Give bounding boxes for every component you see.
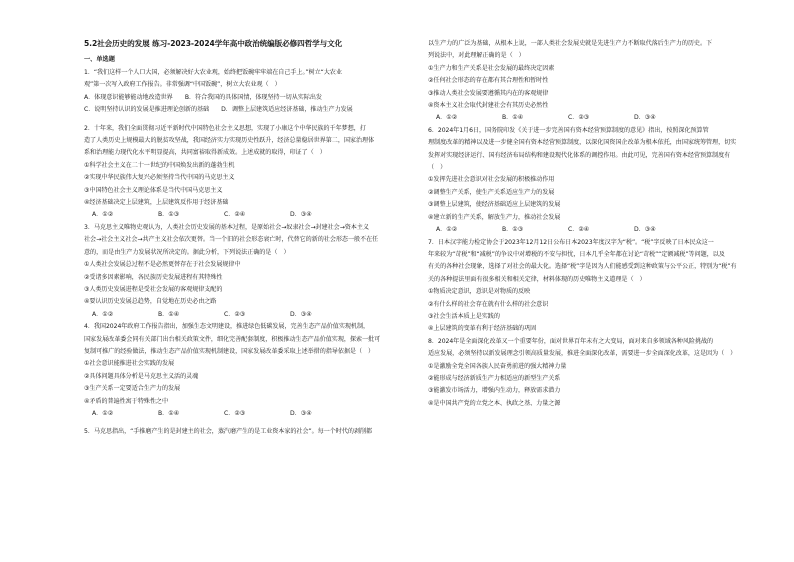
- statement-item: ②任何社会形态的存在都有其合理性和暂时性: [428, 77, 549, 85]
- question-text: 8．2024年是全面深化改革又一个重要年份，面对世界百年未有之大变局，面对来自多领域各种风险挑战的: [428, 337, 714, 345]
- question-text: 社会→社会主义社会→共产主义社会依次更替。当一个旧的社会形态衰亡时，代替它的新的社会形态一般不在任: [84, 236, 379, 244]
- question-text: 6．2024年1月6日，国务院印发《关于进一步完善国有资本经营预算制度的意见》指出，按照深化预算管: [428, 126, 709, 134]
- statement-item: ③人类历史发展进程是受社会发展的客观规律支配的: [84, 285, 223, 293]
- question-text: 2．十年来，我们全面贯彻习近平新时代中国特色社会主义思想，实现了小康这个中华民族的千年梦想，打: [84, 124, 366, 132]
- option-c: C．②③: [224, 310, 246, 318]
- statement-item: ④是中国共产党的立党之本、执政之基、力量之源: [428, 399, 561, 407]
- statement-item: ④建立新的生产关系，解放生产力，推动社会发展: [428, 213, 561, 221]
- option-a: A．①②: [436, 114, 458, 122]
- question-text: 理制度改革的精神以及进一步健全国有资本经营预算制度，以深化国资国企改革为根本依托，由国家统筹管理，切实: [428, 139, 737, 147]
- answer-options: [428, 224, 768, 236]
- statement-item: ④要认识历史发展总趋势，自觉地在历史必由之路: [84, 298, 217, 306]
- option-b: B．①③: [502, 226, 524, 234]
- answer-options: [84, 309, 424, 321]
- answer-option: A．体现意识能够能动地改造世界 B．符合我国的具体国情，体现坚持一切从实际出发: [84, 93, 322, 101]
- statement-item: ①社会意识能推进社会实践的发展: [84, 360, 175, 368]
- statement-item: ③中国特色社会主义理论体系是当代中国马克思主义: [84, 186, 223, 194]
- question-text: 发挥对实现经济运行、国有经济布局结构和建设现代化体系的调控作用。由此可见，完善国有资本经营预算制度有: [428, 151, 731, 159]
- question-text: 1．“我们这样一个人口大国，必须解决好大农业观，始终把饭碗牢牢端在自己手上。”树立“大农业: [84, 69, 342, 76]
- option-c: C．②③: [568, 114, 590, 122]
- question-text: 有关的各种社会现象，选择了对社会的最大化。选择“税”字是因为人们能感受到这种政策与公平公正，特别为“税”有: [428, 263, 737, 271]
- question-4: [84, 321, 424, 420]
- question-1: [84, 67, 424, 117]
- statement-item: ①科学社会主义在二十一世纪的中国焕发出新的蓬勃生机: [84, 161, 235, 169]
- question-text: 造了人类历史上规模最大的脱贫攻坚战，我国经济实力实现历史性跃升，经济总量稳居世界第二，国家治理体: [84, 137, 375, 145]
- statement-item: ①物质决定意识，意识是对物质的反映: [428, 288, 531, 296]
- question-6: [428, 125, 768, 237]
- question-text: 复制可推广的经验做法，推动生态产品价值实现机制建设，国家发展改革委采取上述举措的指导依据是（ ）: [84, 347, 375, 355]
- option-c: C．②④: [224, 211, 246, 219]
- question-2: [84, 123, 424, 222]
- question-text: 适应发展，必须坚持以新发展理念引领高质量发展，推进全面深化改革，需要进一步全面深化改革，这是因为（ ）: [428, 350, 737, 358]
- question-text: （ ）: [428, 164, 447, 172]
- statement-item: ③调整上层建筑，使经济基础适应上层建筑的发展: [428, 201, 561, 209]
- question-text: 关的各种提法里面有很多相关和相关定律，材料体现的历史唯物主义道理是（ ）: [428, 275, 646, 283]
- question-text: 年来较为“苛税”和“减税”的争议中对增税的不安与担忧，日本几乎全年都在讨论“苛税”“定额减税”等问题，以及: [428, 250, 725, 258]
- statement-item: ③能激发市场活力，增强内生动力，释放需求潜力: [428, 387, 561, 395]
- question-text: 以生产力的广泛为基础，从根本上说，一部人类社会发展史就是先进生产力不断取代落后生产力的历史。下: [428, 40, 713, 47]
- option-a: A．①②: [92, 409, 114, 417]
- question-5-continued: [428, 38, 768, 125]
- option-d: D．③④: [290, 211, 312, 219]
- statement-item: ①是激励全党全国各族人民奋勇前进的强大精神力量: [428, 362, 567, 370]
- question-3: [84, 222, 424, 321]
- section-heading: 一、单选题: [84, 56, 115, 63]
- statement-item: ②具体问题具体分析是马克思主义活的灵魂: [84, 372, 199, 380]
- statement-item: ④资本主义社会取代封建社会有其历史必然性: [428, 102, 549, 110]
- option-b: B．①④: [158, 310, 180, 318]
- question-text: 4．我国2024年政府工作报告指出，加强生态文明建设，推进绿色低碳发展，完善生态产品价值实现机制，: [84, 323, 370, 331]
- question-text: 7．日本汉字能力检定协会于2023年12月12日公布日本2023年度汉字为“税”。“税”字反映了日本民众这一: [428, 238, 714, 246]
- option-d: D．③④: [290, 310, 312, 318]
- statement-item: ④矛盾的普遍性寓于特殊性之中: [84, 397, 168, 405]
- answer-options: [84, 408, 424, 420]
- right-column: [428, 38, 768, 410]
- question-text: 3．马克思主义唯物史观认为，人类社会历史发展的基本过程，是原始社会→奴隶社会→封建社会→资本主义: [84, 223, 369, 231]
- statement-item: ①发挥先进社会意识对社会发展的积极推动作用: [428, 176, 555, 184]
- question-text: 国家发展改革委会同有关部门出台相关政策文件，细化完善配套制度，积极推动生态产品价值实现，探索一批可: [84, 335, 381, 343]
- answer-options: [84, 209, 424, 221]
- option-c: C．②④: [568, 226, 590, 234]
- statement-item: ②调整生产关系，使生产关系适应生产力的发展: [428, 188, 555, 196]
- answer-option: C．说明坚持认识的发展是推进理论创新的基础 D．调整上层建筑适应经济基础，推动生产力发展: [84, 106, 353, 114]
- option-c: C．②③: [224, 409, 246, 417]
- statement-item: ③生产关系一定要适合生产力的发展: [84, 385, 181, 393]
- option-b: B．①④: [158, 409, 180, 417]
- statement-item: ②有什么样的社会存在就有什么样的社会意识: [428, 300, 549, 308]
- option-d: D．③④: [634, 226, 656, 234]
- page-title: 5.2社会历史的发展 练习-2023-2024学年高中政治统编版必修四哲学与文化: [84, 39, 343, 48]
- statement-item: ④上层建筑的变革有利于经济基础的巩固: [428, 325, 537, 333]
- statement-item: ②受诸多因素影响，各民族历史发展进程有其特殊性: [84, 273, 223, 281]
- question-5: [84, 426, 424, 438]
- option-b: B．①③: [158, 211, 180, 219]
- statement-item: ③推动人类社会发展要遵循其内在的客观规律: [428, 89, 549, 97]
- question-text: 意的，而是由生产力发展状况所决定的。据此分析，下列说法正确的是（ ）: [84, 248, 290, 256]
- option-a: A．①②: [92, 211, 114, 219]
- question-text: 系和治理能力现代化水平明显提高，共同富裕取得新成效。上述成就的取得，印证了（ ）: [84, 149, 326, 157]
- question-text: 5．马克思指出，“手推磨产生的是封建主的社会，蒸汽磨产生的是工业资本家的社会”。每一个时代的剥削都: [84, 428, 373, 436]
- statement-item: ①生产力和生产关系是社会发展的最终决定因素: [428, 64, 555, 72]
- question-text: 观”第一次写入政府工作报告。非常强调“中国饭碗”，树立大农业观（ ）: [84, 81, 281, 89]
- statement-item: ②实现中华民族伟大复兴必须坚持当代中国的马克思主义: [84, 174, 235, 182]
- question-8: [428, 336, 768, 410]
- option-d: D．③④: [290, 409, 312, 417]
- statement-item: ②能形成与经济新质生产力相适应的新型生产关系: [428, 374, 561, 382]
- option-a: A．①②: [436, 226, 458, 234]
- left-column: [84, 38, 424, 439]
- question-text: 列说法中，对此理解正确的是（ ）: [428, 52, 525, 60]
- option-d: D．③④: [634, 114, 656, 122]
- option-b: B．①④: [502, 114, 524, 122]
- answer-options: [428, 112, 768, 124]
- statement-item: ④经济基础决定上层建筑，上层建筑反作用于经济基础: [84, 199, 229, 207]
- question-7: [428, 237, 768, 336]
- statement-item: ③社会生活本质上是实践的: [428, 312, 500, 320]
- statement-item: ①人类社会发展总过程不是必然更替存在于社会发展规律中: [84, 261, 241, 269]
- option-a: A．①②: [92, 310, 114, 318]
